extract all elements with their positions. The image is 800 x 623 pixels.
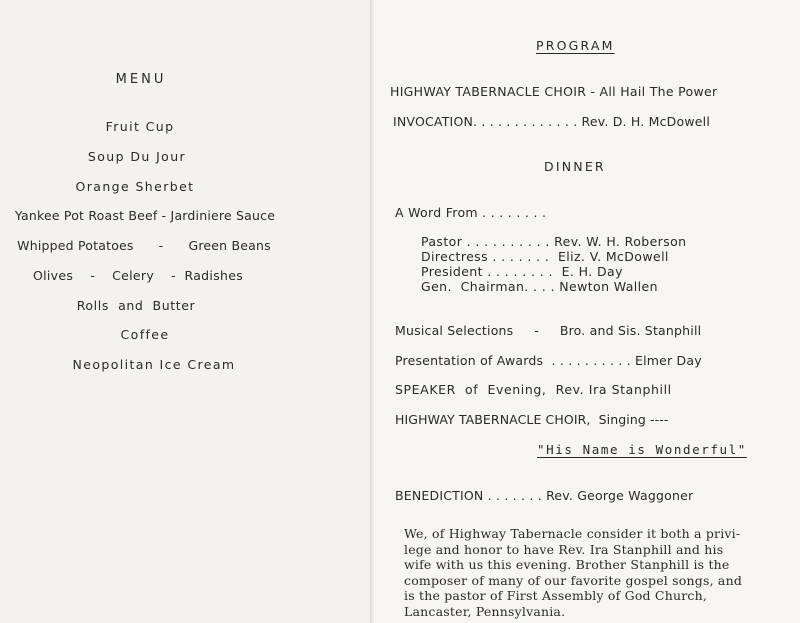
closing-paragraph	[404, 526, 764, 619]
program-officer: President . . . . . . . . E. H. Day	[421, 264, 623, 279]
closing-line: We, of Highway Tabernacle consider it both a privi-	[404, 526, 741, 541]
menu-item: Fruit Cup	[105, 119, 175, 134]
program-officer: Pastor . . . . . . . . . . Rev. W. H. Roberson	[421, 234, 687, 249]
closing-line: lege and honor to have Rev. Ira Stanphill and his	[404, 541, 724, 557]
menu-item: Orange Sherbet	[75, 179, 195, 194]
program-title: PROGRAM	[536, 38, 615, 53]
menu-title: MENU	[115, 72, 167, 87]
program-choir-singing: HIGHWAY TABERNACLE CHOIR, Singing ----	[395, 412, 669, 427]
menu-item: Neopolitan Ice Cream	[72, 357, 236, 372]
menu-item: Olives - Celery - Radishes	[32, 268, 244, 283]
menu-item: Coffee	[120, 327, 170, 342]
page-fold	[370, 0, 374, 623]
program-dinner-heading: DINNER	[544, 159, 606, 174]
closing-line: is the pastor of First Assembly of God Church,	[404, 588, 707, 603]
program-song-title: "His Name is Wonderful"	[537, 442, 747, 457]
menu-item: Whipped Potatoes - Green Beans	[17, 238, 271, 253]
program-musical-selections: Musical Selections - Bro. and Sis. Stanphill	[395, 323, 702, 338]
program-speaker: SPEAKER of Evening, Rev. Ira Stanphill	[395, 382, 672, 397]
closing-line: composer of many of our favorite gospel songs, and	[404, 572, 743, 588]
menu-item: Rolls and Butter	[76, 298, 196, 313]
program-officer: Gen. Chairman. . . . Newton Wallen	[421, 279, 658, 294]
closing-line: Lancaster, Pennsylvania.	[404, 603, 566, 619]
program-officer: Directress . . . . . . . Eliz. V. McDowell	[421, 249, 669, 264]
menu-item: Yankee Pot Roast Beef - Jardiniere Sauce	[14, 208, 276, 223]
program-invocation: INVOCATION. . . . . . . . . . . . . Rev. D. H. McDowell	[393, 114, 711, 129]
program-word-from: A Word From . . . . . . . .	[395, 205, 547, 220]
program-awards: Presentation of Awards . . . . . . . . . . Elmer Day	[395, 353, 702, 368]
program-benediction: BENEDICTION . . . . . . . Rev. George Waggoner	[395, 488, 694, 503]
menu-item: Soup Du Jour	[87, 149, 187, 164]
program-choir-opening: HIGHWAY TABERNACLE CHOIR - All Hail The Power	[390, 84, 718, 99]
closing-line: wife with us this evening. Brother Stanphill is the	[404, 557, 730, 572]
